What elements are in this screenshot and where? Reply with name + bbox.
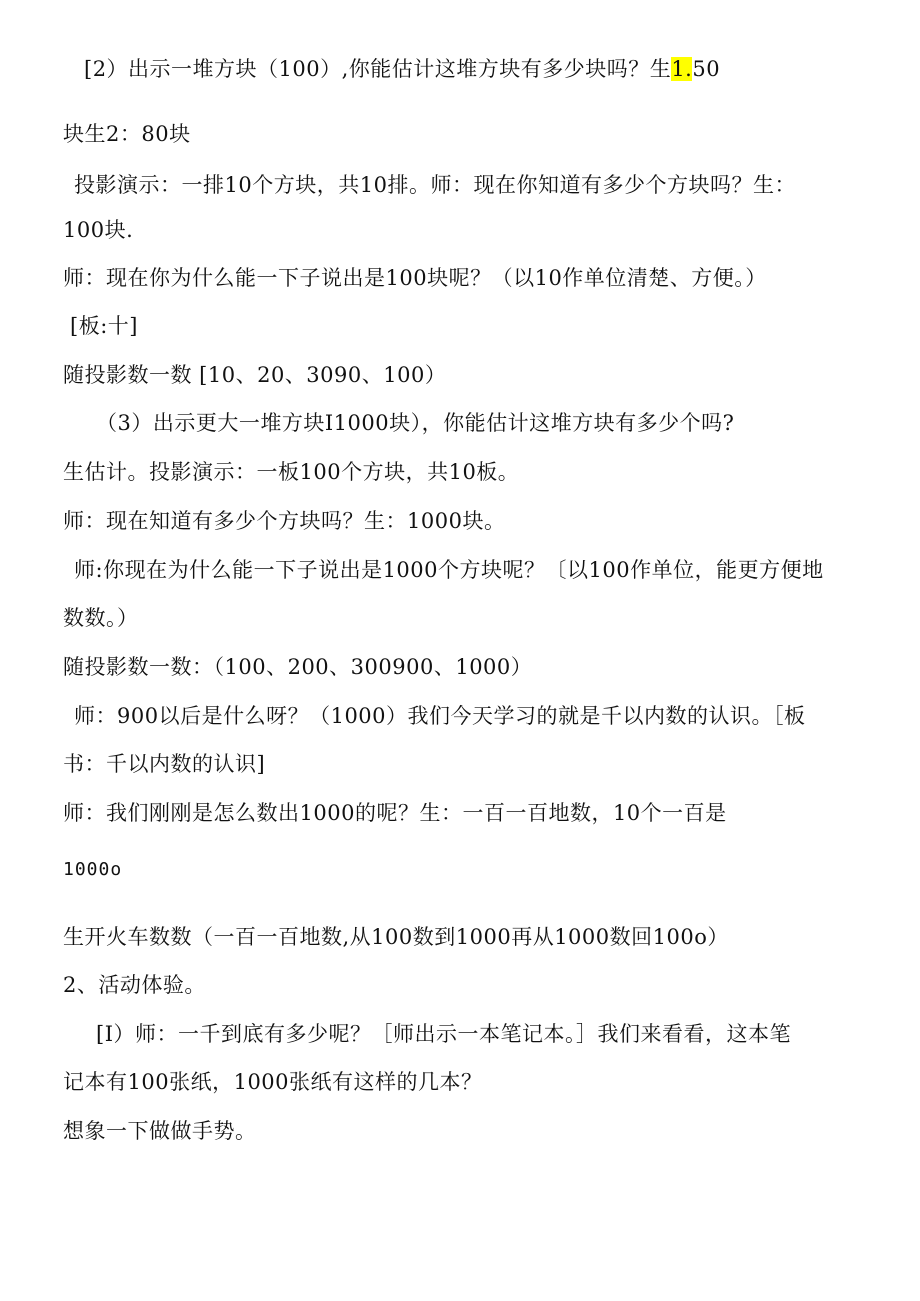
text-line-16: 师：我们刚刚是怎么数出1000的呢？生：一百一百地数，10个一百是	[63, 801, 727, 825]
text-line-6: [板:十]	[70, 314, 138, 338]
text-line-1-before: [2）出示一堆方块（100）,你能估计这堆方块有多少块吗？生	[84, 57, 672, 81]
highlighted-text: 1.	[671, 57, 693, 81]
text-line-10: 师：现在知道有多少个方块吗？生：1000块。	[63, 509, 506, 533]
text-line-21: 记本有100张纸，1000张纸有这样的几本？	[63, 1070, 483, 1094]
text-line-2: 块生2：80块	[63, 122, 191, 146]
text-line-20: [I）师：一千到底有多少呢？［师出示一本笔记本。］我们来看看，这本笔	[96, 1022, 791, 1046]
text-line-19: 2、活动体验。	[63, 973, 206, 997]
text-line-1	[84, 54, 720, 84]
text-line-11: 师:你现在为什么能一下子说出是1000个方块呢？〔以100作单位，能更方便地	[74, 558, 824, 582]
text-line-3: 投影演示：一排10个方块，共10排。师：现在你知道有多少个方块吗？生：	[74, 173, 796, 197]
text-line-8: （3）出示更大一堆方块I1000块），你能估计这堆方块有多少个吗?	[96, 411, 735, 435]
text-line-5: 师：现在你为什么能一下子说出是100块呢？（以10作单位清楚、方便。）	[63, 266, 767, 290]
text-line-15: 书：千以内数的认识]	[63, 752, 266, 776]
text-line-18: 生开火车数数（一百一百地数,从100数到1000再从1000数回100o）	[63, 925, 729, 949]
text-line-14: 师：900以后是什么呀？（1000）我们今天学习的就是千以内数的认识。［板	[74, 704, 806, 728]
text-line-13: 随投影数一数：（100、200、300900、1000）	[63, 655, 533, 679]
text-line-1-after: 50	[692, 57, 721, 81]
text-line-9: 生估计。投影演示：一板100个方块，共10板。	[63, 460, 520, 484]
text-line-4: 100块.	[63, 218, 134, 242]
text-line-17: 1000o	[63, 859, 123, 880]
text-line-7: 随投影数一数 [10、20、3090、100）	[63, 363, 447, 387]
text-line-12: 数数。）	[63, 606, 139, 630]
text-line-22: 想象一下做做手势。	[63, 1119, 257, 1143]
